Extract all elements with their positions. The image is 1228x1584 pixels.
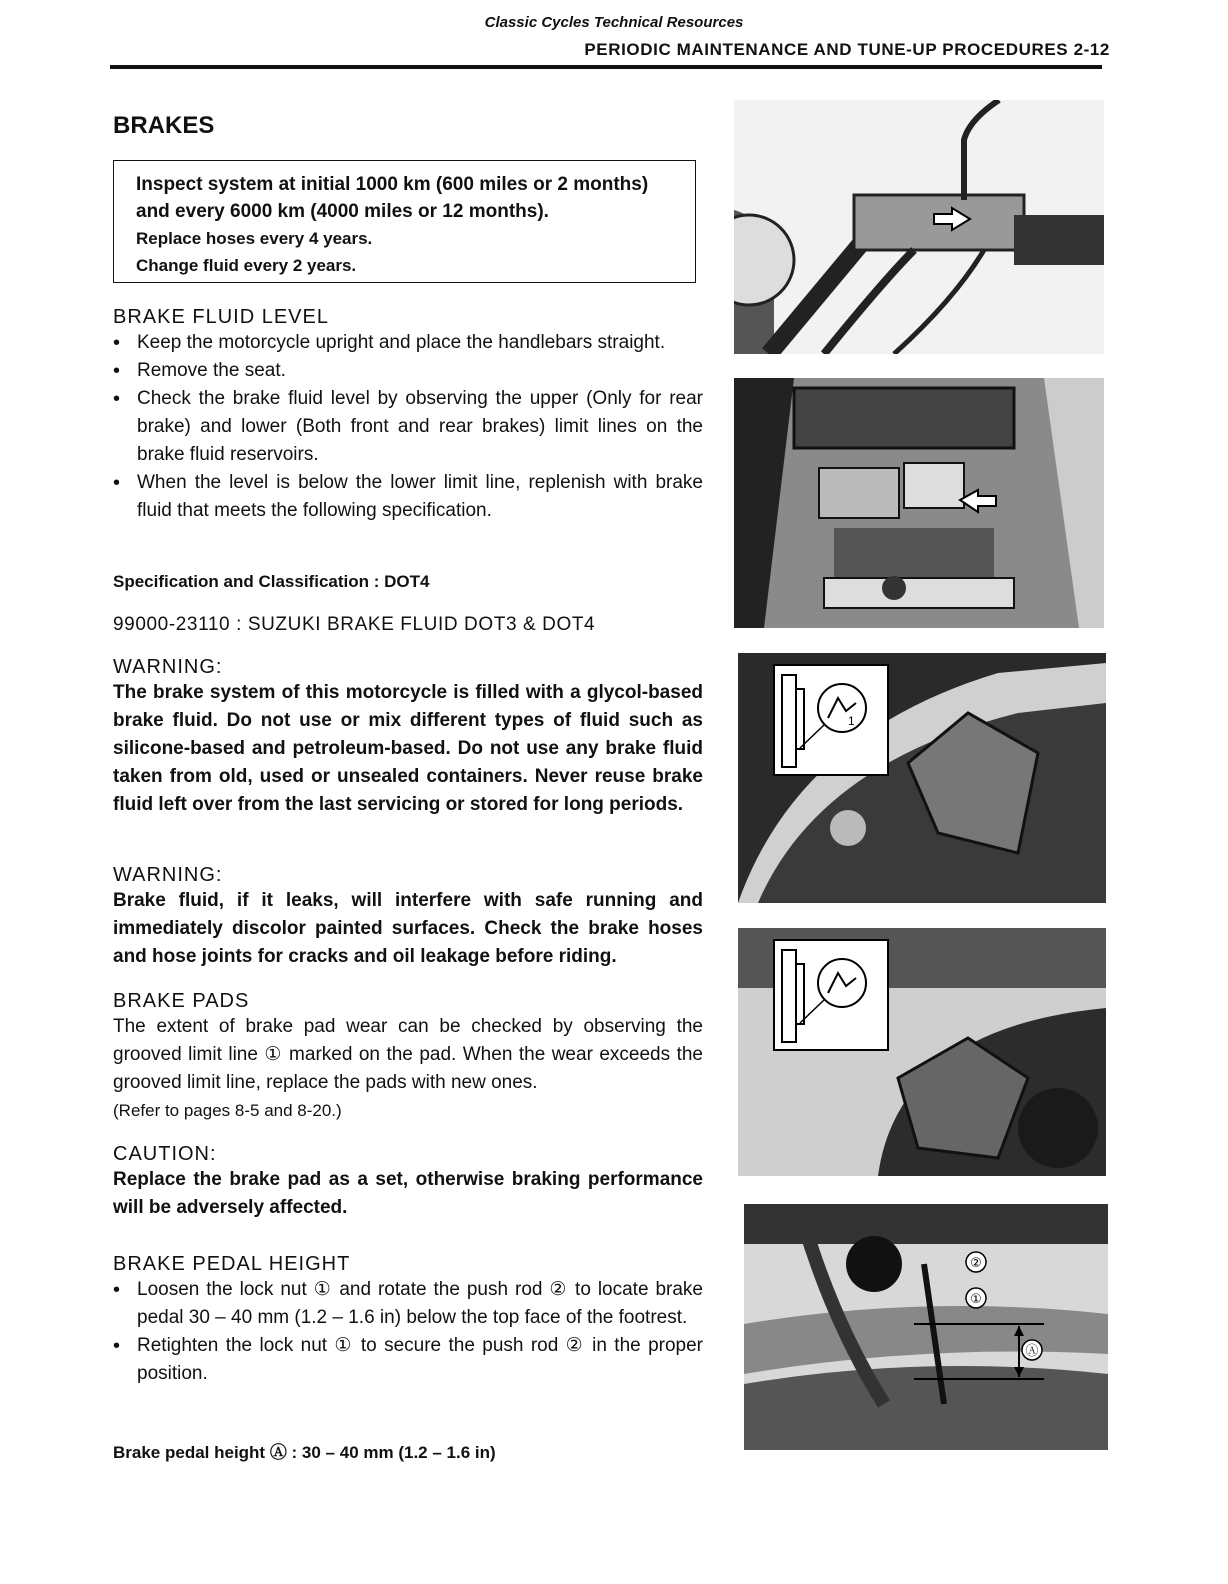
- brake-pads-text: The extent of brake pad wear can be checked by observing the grooved limit line ① marked on the pad. When the wear exceeds the grooved limit line, replace the pads with new ones.: [113, 1016, 703, 1093]
- warning-text: The brake system of this motorcycle is filled with a glycol-based brake fluid. Do not use or mix different types of fluid such as silicone-based and petroleum-based. Do not use any brake fluid taken from old, used or unsealed containers. Never reuse brake fluid left over from the last servicing or stored for long periods.: [113, 682, 703, 815]
- brake-pads-heading: BRAKE PADS: [113, 990, 250, 1012]
- pedal-height-list: [113, 1276, 703, 1388]
- list-item: • When the level is below the lower limit line, replenish with brake fluid that meets the following specification.: [113, 469, 703, 525]
- list-item: • Retighten the lock nut ① to secure the push rod ② in the proper position.: [113, 1332, 703, 1388]
- schedule-line: Replace hoses every 4 years.: [136, 229, 373, 248]
- photo-rear-caliper: [738, 928, 1106, 1176]
- section-title: PERIODIC MAINTENANCE AND TUNE-UP PROCEDURES: [584, 40, 1069, 59]
- inspection-schedule-box: [113, 160, 696, 283]
- site-title: Classic Cycles Technical Resources: [484, 14, 744, 31]
- list-item: • Remove the seat.: [113, 357, 703, 385]
- pedal-height-section: [113, 1253, 703, 1388]
- warning-label: WARNING:: [113, 864, 223, 886]
- list-item: • Keep the motorcycle upright and place the handlebars straight.: [113, 329, 703, 357]
- brake-pads-section: [113, 990, 703, 1125]
- list-item: • Loosen the lock nut ① and rotate the push rod ② to locate brake pedal 30 – 40 mm (1.2 – 1.6 in) below the top face of the footrest.: [113, 1276, 703, 1332]
- warning-label: WARNING:: [113, 656, 223, 678]
- fluid-spec: Specification and Classification : DOT4: [113, 572, 430, 591]
- fluid-part-number: 99000-23110 : SUZUKI BRAKE FLUID DOT3 & DOT4: [113, 614, 596, 635]
- caution-text: Replace the brake pad as a set, otherwise braking performance will be adversely affected.: [113, 1169, 703, 1218]
- photo-front-caliper: [738, 653, 1106, 903]
- caution-label: CAUTION:: [113, 1143, 217, 1165]
- schedule-line: and every 6000 km (4000 miles or 12 months).: [136, 201, 549, 222]
- height-callout: Ⓐ: [1025, 1343, 1039, 1358]
- warning-glycol: [113, 656, 703, 819]
- arrow-icon: [960, 490, 996, 512]
- pedal-height-heading: BRAKE PEDAL HEIGHT: [113, 1253, 351, 1275]
- schedule-line: Change fluid every 2 years.: [136, 256, 357, 275]
- push-rod-callout: ②: [970, 1255, 982, 1270]
- page-number: 2-12: [1073, 40, 1110, 59]
- page-title: BRAKES: [113, 112, 215, 139]
- fluid-level-heading: BRAKE FLUID LEVEL: [113, 306, 329, 328]
- photo-brake-pedal: [744, 1204, 1108, 1450]
- header-rule: [110, 65, 1102, 69]
- brake-pads-reference: (Refer to pages 8-5 and 8-20.): [113, 1101, 342, 1120]
- caution-pads: [113, 1143, 703, 1222]
- photo-rear-reservoir: [734, 378, 1104, 628]
- list-item: • Check the brake fluid level by observing the upper (Only for rear brake) and lower (Both front and rear brakes) limit lines on the brake fluid reservoirs.: [113, 385, 703, 469]
- fluid-level-list: [113, 329, 703, 525]
- warning-text: Brake fluid, if it leaks, will interfere with safe running and immediately discolor painted surfaces. Check the brake hoses and hose joints for cracks and oil leakage before riding.: [113, 890, 703, 967]
- warning-leak: [113, 864, 703, 971]
- pedal-height-spec: Brake pedal height Ⓐ : 30 – 40 mm (1.2 – 1.6 in): [113, 1443, 496, 1462]
- fluid-level-section: [113, 306, 703, 525]
- photo-front-reservoir: [734, 100, 1104, 354]
- section-header: [584, 40, 1110, 60]
- pad-callout-number: 1: [848, 714, 855, 728]
- schedule-line: Inspect system at initial 1000 km (600 miles or 2 months): [136, 174, 649, 195]
- lock-nut-callout: ①: [970, 1291, 982, 1306]
